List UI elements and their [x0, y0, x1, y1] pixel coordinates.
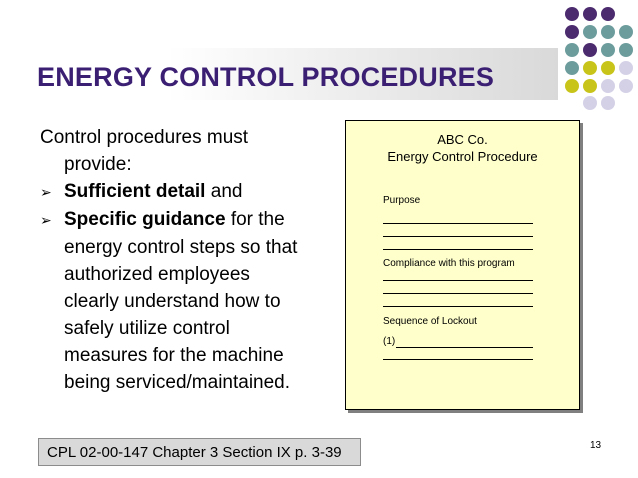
form-purpose-label: Purpose — [383, 195, 421, 206]
bullet-2-rest: for the — [225, 209, 285, 230]
decorative-dot — [601, 43, 615, 57]
decorative-dot — [601, 25, 615, 39]
bullet-item-2 — [40, 206, 340, 234]
bullet-1-rest: and — [205, 181, 243, 202]
bullet-arrow-icon: ➢ — [40, 184, 52, 200]
form-blank-line — [383, 306, 533, 307]
decorative-dot — [583, 25, 597, 39]
slide-title: ENERGY CONTROL PROCEDURES — [37, 62, 495, 92]
bullet-2-cont-line: energy control steps so that — [64, 237, 298, 258]
decorative-dot — [565, 25, 579, 39]
reference-citation: CPL 02-00-147 Chapter 3 Section IX p. 3-39 — [38, 438, 361, 466]
decorative-dot — [601, 7, 615, 21]
form-blank-line — [396, 347, 533, 348]
page-number: 13 — [590, 440, 602, 451]
decorative-dot — [565, 61, 579, 75]
decorative-dot — [565, 43, 579, 57]
bullet-1-bold: Sufficient detail — [64, 181, 206, 202]
intro-line-2: provide: — [64, 154, 132, 175]
bullet-2-cont-line: safely utilize control — [64, 318, 230, 339]
form-blank-line — [383, 293, 533, 294]
bullet-2-bold: Specific guidance — [64, 209, 226, 230]
form-header — [346, 131, 579, 165]
bullet-arrow-icon: ➢ — [40, 212, 52, 228]
bullet-2-cont-line: measures for the machine — [64, 345, 284, 366]
form-blank-line — [383, 280, 533, 281]
decorative-dot — [601, 61, 615, 75]
decorative-dots — [0, 0, 638, 110]
form-blank-line — [383, 236, 533, 237]
form-blank-line — [383, 223, 533, 224]
decorative-dot — [583, 7, 597, 21]
decorative-dot — [619, 79, 633, 93]
bullet-2-cont-line: clearly understand how to — [64, 291, 281, 312]
decorative-dot — [583, 43, 597, 57]
decorative-dot — [583, 96, 597, 110]
bullet-2-cont-line: being serviced/maintained. — [64, 372, 291, 393]
decorative-dot — [619, 43, 633, 57]
form-sequence-label: Sequence of Lockout — [383, 316, 477, 327]
procedure-form-illustration — [345, 120, 580, 410]
form-compliance-label: Compliance with this program — [383, 258, 515, 269]
decorative-dot — [601, 79, 615, 93]
decorative-dot — [565, 79, 579, 93]
form-heading: Energy Control Procedure — [387, 149, 538, 164]
decorative-dot — [619, 25, 633, 39]
form-company: ABC Co. — [437, 132, 488, 147]
intro-line-1: Control procedures must — [40, 127, 249, 148]
body-text — [40, 124, 340, 396]
decorative-dot — [583, 79, 597, 93]
bullet-2-cont-line: authorized employees — [64, 264, 250, 285]
form-step-1-label: (1) — [383, 336, 396, 347]
decorative-dot — [619, 61, 633, 75]
bullet-item-1 — [40, 178, 340, 206]
form-blank-line — [383, 249, 533, 250]
decorative-dot — [601, 96, 615, 110]
decorative-dot — [583, 61, 597, 75]
form-blank-line — [383, 359, 533, 360]
decorative-dot — [565, 7, 579, 21]
